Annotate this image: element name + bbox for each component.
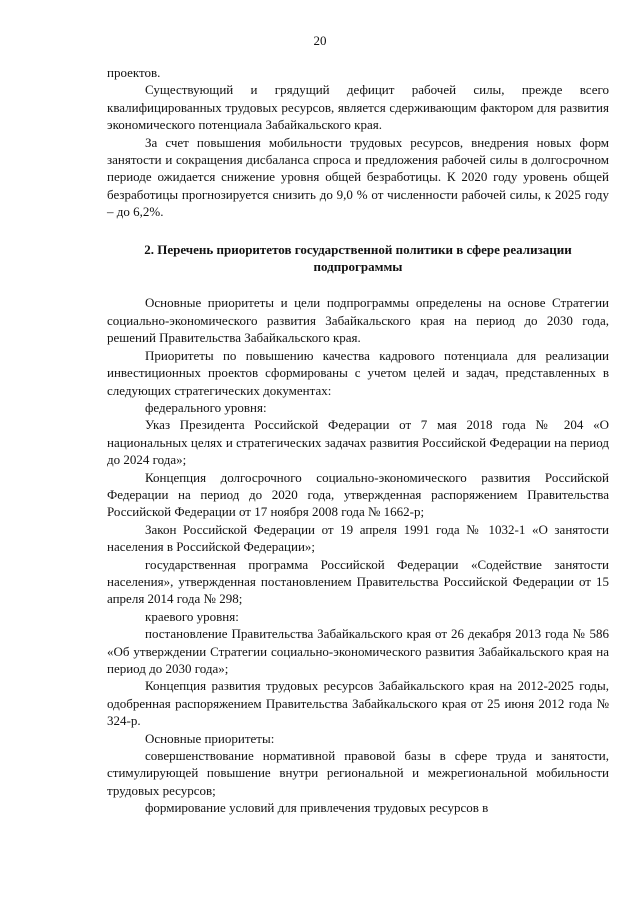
paragraph: Концепция развития трудовых ресурсов Забайкальского края на 2012-2025 годы, одобренная распоряжением Правительства Забайкальского края от 25 июня 2012 года № 324-р. xyxy=(107,678,609,729)
document-body xyxy=(107,64,609,817)
paragraph: государственная программа Российской Федерации «Содействие занятости населения», утвержденная постановлением Правительства Российской Федерации от 15 апреля 2014 года № 298; xyxy=(107,556,609,607)
paragraph: краевого уровня: xyxy=(145,608,239,624)
paragraph: Основные приоритеты: xyxy=(145,730,275,746)
paragraph: Основные приоритеты и цели подпрограммы определены на основе Стратегии социально-экономического развития Забайкальского края на период до 2030 года, решений Правительства Забайкальского края. xyxy=(107,295,609,346)
paragraph: Приоритеты по повышению качества кадрового потенциала для реализации инвестиционных проектов сформированы с учетом целей и задач, представленных в следующих стратегических документах: xyxy=(107,347,609,398)
paragraph-continuation: проектов. xyxy=(107,65,161,80)
paragraph: Концепция долгосрочного социально-экономического развития Российской Федерации на период до 2020 года, утвержденная распоряжением Правительства Российской Федерации от 17 ноября 2008 года № 1662-р; xyxy=(107,469,609,520)
paragraph: федерального уровня: xyxy=(145,399,267,415)
section-heading: 2. Перечень приоритетов государственной политики в сфере реализации подпрограммы xyxy=(144,241,572,275)
paragraph: формирование условий для привлечения трудовых ресурсов в xyxy=(145,800,489,816)
paragraph: Закон Российской Федерации от 19 апреля 1991 года № 1032-1 «О занятости населения в Российской Федерации»; xyxy=(107,521,609,555)
paragraph: совершенствование нормативной правовой базы в сфере труда и занятости, стимулирующей повышение внутри региональной и межрегиональной мобильности трудовых ресурсов; xyxy=(107,748,609,798)
paragraph: За счет повышения мобильности трудовых ресурсов, внедрения новых форм занятости и сокращения дисбаланса спроса и предложения рабочей силы в долгосрочном периоде ожидается снижение уровня общей безработицы. К 2020 году уровень общей безработицы прогнозируется снизить до 9,0 % от численности рабочей силы, к 2025 году – до 6,2%. xyxy=(107,134,609,220)
paragraph: Существующий и грядущий дефицит рабочей силы, прежде всего квалифицированных трудовых ресурсов, является сдерживающим фактором для развития экономического потенциала Забайкальского края. xyxy=(107,82,609,133)
page-number: 20 xyxy=(313,33,327,48)
paragraph: Указ Президента Российской Федерации от 7 мая 2018 года № 204 «О национальных целях и стратегических задачах развития Российской Федерации на период до 2024 года»; xyxy=(107,417,609,468)
paragraph: постановление Правительства Забайкальского края от 26 декабря 2013 года № 586 «Об утверждении Стратегии социально-экономического развития Забайкальского края на период до 2030 года»; xyxy=(107,626,609,676)
